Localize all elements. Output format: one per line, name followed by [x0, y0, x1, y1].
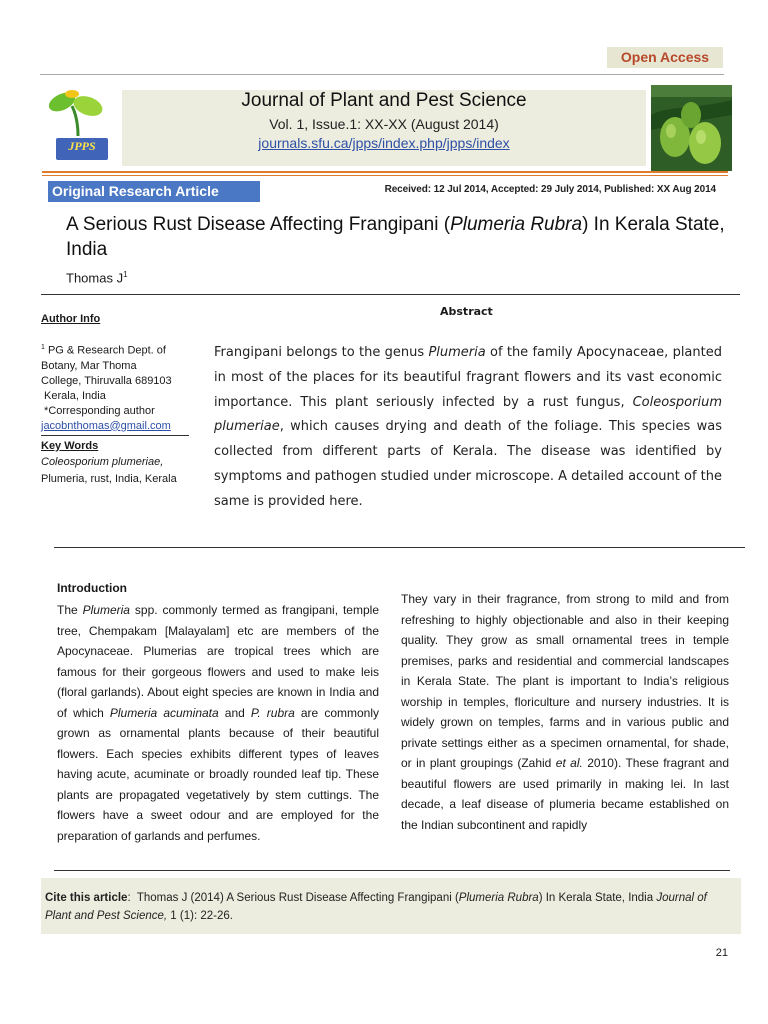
body-italic: Plumeria acuminata	[109, 705, 219, 720]
mango-image-icon	[651, 85, 732, 171]
title-part: ) In Kerala State, India	[66, 214, 725, 260]
abstract-italic: Coleosporium plumeriae	[214, 394, 722, 435]
header-orange-rule-thin	[42, 175, 728, 176]
author-info-block	[41, 340, 191, 434]
author-superscript: 1	[123, 270, 128, 279]
journal-volume: Vol. 1, Issue.1: XX-XX (August 2014)	[269, 116, 499, 132]
affiliation-line: College, Thiruvalla 689103	[41, 374, 172, 387]
abstract-part: of the family Apocynaceae, planted in most of the places for its beautiful fragrant flowers and its vast economic importance. This plant seriously infected by a rust fungus,	[214, 345, 722, 410]
article-dates: Received: 12 Jul 2014, Accepted: 29 July 2014, Published: XX Aug 2014	[384, 184, 716, 195]
open-access-badge: Open Access	[607, 47, 723, 68]
affiliation-text: PG & Research Dept. of	[47, 344, 166, 357]
article-author	[66, 270, 128, 285]
citation-label: Cite this article	[45, 892, 128, 904]
author-email-link[interactable]: jacobnthomas@gmail.com	[41, 419, 171, 432]
logo-text: JPPS	[68, 139, 96, 153]
introduction-heading: Introduction	[57, 581, 127, 595]
page-number: 21	[715, 947, 728, 959]
citation-part: ) In Kerala State, India	[538, 892, 657, 904]
affiliation-line: Botany, Mar Thoma	[41, 359, 137, 372]
citation-text	[45, 889, 735, 925]
citation-part: Thomas J (2014) A Serious Rust Disease Affecting Frangipani (	[136, 892, 459, 904]
body-italic: Plumeria	[82, 603, 130, 617]
sidebar-rule	[41, 435, 189, 436]
affiliation-line: Kerala, India	[41, 389, 106, 402]
body-rule	[54, 870, 730, 871]
body-italic: P. rubra	[250, 705, 295, 720]
body-italic: et al.	[555, 756, 583, 770]
citation-part: 1 (1): 22-26.	[167, 910, 233, 922]
abstract-heading: Abstract	[440, 305, 493, 318]
title-part: A Serious Rust Disease Affecting Frangipani (	[66, 214, 451, 235]
title-rule	[41, 294, 740, 295]
top-rule	[40, 74, 724, 75]
body-column-left	[57, 600, 379, 846]
citation-sep: :	[127, 892, 137, 904]
body-text: 2010). These fragrant and beautiful flowers are used primarily in making lei. In last decade, a leaf disease of plumeria became established on the Indian subcontinent and rapidly	[401, 756, 730, 832]
citation-italic: Plumeria Rubra	[458, 892, 539, 904]
body-text: They vary in their fragrance, from strong to mild and from refreshing to highly objectionable and also in their keeping quality. They grow as small ornamental trees in temple premises, parks and residential and commercial landscapes in Kerala State. The plant is important to India’s religious worship in temples, floriculture and nursery industries. It is widely grown on temples, farms and in various public and private settings either as a specimen ornamental, for shade, or in plant groupings (Zahid	[401, 592, 729, 770]
keywords-heading: Key Words	[41, 440, 99, 452]
body-text: spp. commonly termed as frangipani, temple tree, Chempakam [Malayalam] etc are members of the Apocynaceae. Plumerias are tropical trees which are famous for their gorgeous flowers and used to make leis (floral garlands). About eight species are known in India and of which	[57, 603, 379, 720]
jpps-logo	[42, 84, 114, 168]
keywords-line: Plumeria, rust, India, Kerala	[41, 473, 177, 485]
author-name: Thomas J	[66, 270, 124, 286]
sprout-icon	[42, 84, 114, 168]
abstract-rule	[54, 547, 745, 548]
journal-title: Journal of Plant and Pest Science	[241, 90, 527, 111]
journal-url-link[interactable]: journals.sfu.ca/jpps/index.php/jpps/index	[258, 135, 510, 151]
keywords-line: Coleosporium plumeriae,	[41, 456, 164, 468]
article-type-label: Original Research Article	[48, 181, 260, 202]
title-italic: Plumeria Rubra	[450, 214, 583, 235]
body-column-right	[401, 589, 729, 835]
journal-cover-image	[651, 85, 732, 171]
abstract-part: Frangipani belongs to the genus	[214, 345, 429, 360]
abstract-italic: Plumeria	[428, 345, 486, 360]
body-text: The	[57, 603, 83, 617]
corresponding-author-note: *Corresponding author	[41, 404, 155, 417]
header-orange-rule	[42, 171, 728, 173]
affiliation-line	[41, 340, 191, 359]
body-text: are commonly grown as ornamental plants because of their beautiful flowers. Each species exhibits different types of leaves having acute, acuminate or broadly rounded leaf tip. These plants are propagated vegetatively by stem cuttings. The flowers have a sweet odour and are employed for the preparation of garlands and perfumes.	[57, 705, 379, 843]
abstract-part: , which causes drying and death of the foliage. This species was collected from different parts of Kerala. The disease was identified by symptoms and pathogen studied under microscope. A detailed account of the same is provided here.	[214, 419, 722, 509]
body-text: and	[218, 705, 251, 720]
abstract-text	[214, 341, 722, 515]
citation-italic: Journal of Plant and Pest Science,	[45, 892, 707, 922]
article-title	[66, 212, 726, 262]
author-info-heading: Author Info	[41, 313, 101, 325]
affiliation-superscript: 1	[41, 344, 45, 351]
